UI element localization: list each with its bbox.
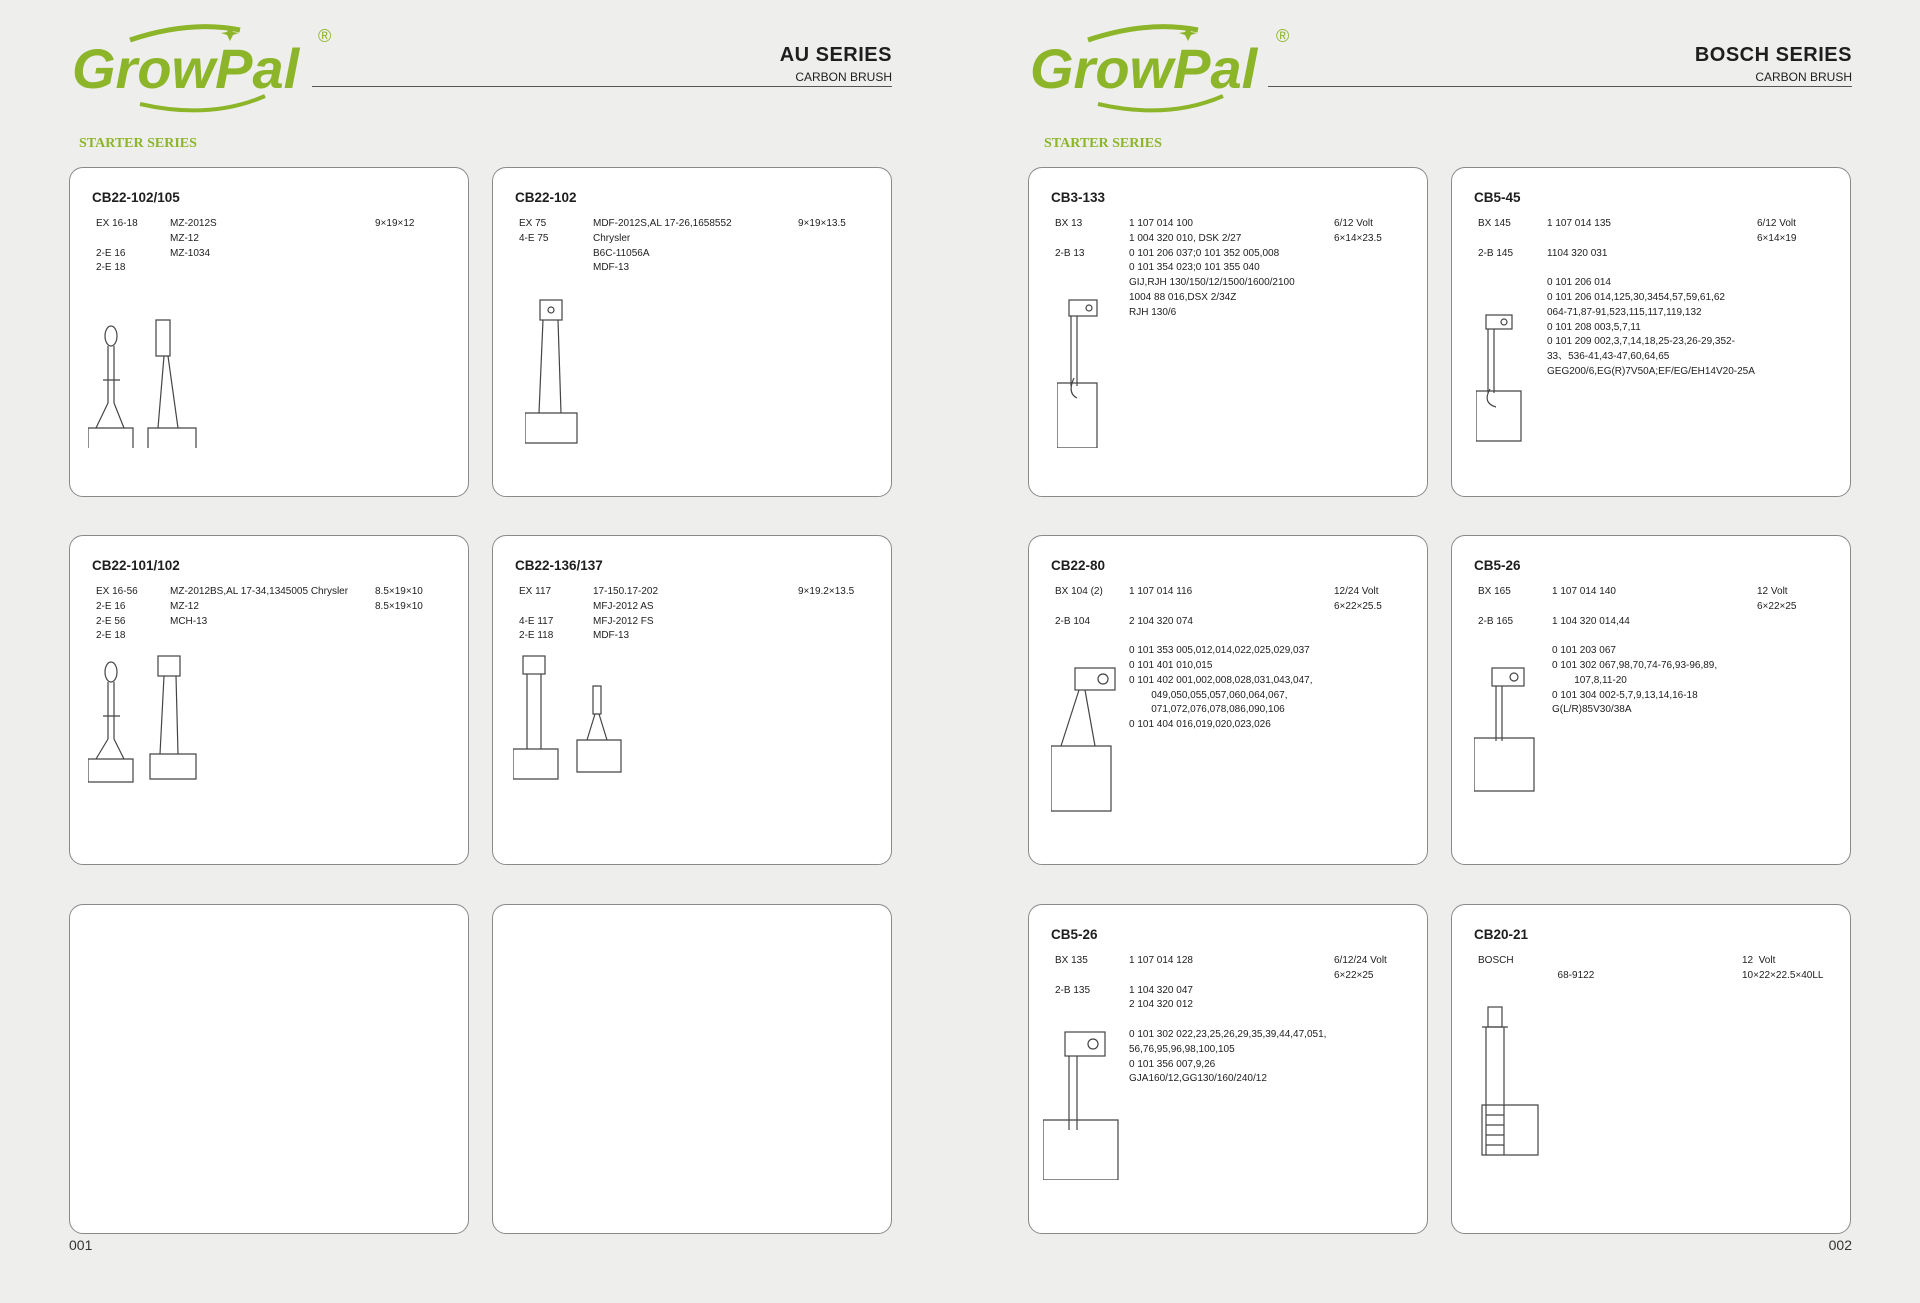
spec-column: 9×19×12 [375,218,415,229]
series-subtitle: CARBON BRUSH [1755,70,1852,84]
product-code: CB22-80 [1051,558,1106,573]
section-label: STARTER SERIES [79,136,197,151]
brush-drawing [88,318,218,448]
brush-drawing [1474,666,1554,816]
series-title: BOSCH SERIES [1694,44,1852,66]
ref-column: EX 117 4-E 117 2-E 118 [519,586,554,642]
product-card-empty [69,904,469,1234]
spec-column: 6/12 Volt 6×14×19 [1757,218,1797,244]
series-title: AU SERIES [779,44,892,66]
oem-column: 68-9122 [1557,969,1595,981]
page-number: 001 [69,1237,93,1253]
brush-drawing [88,654,218,784]
product-code: CB22-101/102 [92,558,180,573]
header-rule [312,86,892,87]
brush-drawing [1468,1005,1558,1175]
ref-column: EX 75 4-E 75 [519,218,549,244]
product-card [1451,535,1851,865]
oem-column: 17-150.17-202 MFJ-2012 AS MFJ-2012 FS MDF-13 [593,586,659,642]
product-code: CB5-45 [1474,190,1521,205]
product-card-empty [492,904,892,1234]
product-code: CB22-102 [515,190,577,205]
registered-mark: ® [1276,26,1290,46]
oem-column: MDF-2012S,AL 17-26,1658552 Chrysler B6C-11056A MDF-13 [593,218,732,274]
ref-column: BX 145 2-B 145 [1478,218,1514,259]
oem-column: 1 107 014 135 1104 320 031 0 101 206 014 0 101 206 014,125,30,3454,57,59,61,62 064-71,87-91,523,115,117,119,132 0 101 208 003,5,7,11 0 101 209 002,3,7,14,18,25-23,26-29,352- 33、536-41,43-47,60,64,65 GEG200/6,EG(R)7V50A;EF/EG/EH14V20-25A [1547,218,1755,377]
spec-column: 6/12 Volt 6×14×23.5 [1334,218,1382,244]
header-rule [1268,86,1852,87]
ref-column: BX 104 (2) 2-B 104 [1055,586,1103,627]
spec-column: 9×19×13.5 [798,218,846,229]
ref-column: EX 16-18 2-E 16 2-E 18 [96,218,138,274]
brush-drawing [1051,666,1141,816]
ref-column: BX 165 2-B 165 [1478,586,1514,627]
product-card [1451,904,1851,1234]
series-subtitle: CARBON BRUSH [795,70,892,84]
section-label: STARTER SERIES [1044,136,1162,151]
spec-column: 8.5×19×10 8.5×19×10 [375,586,423,612]
oem-column: 1 107 014 100 1 004 320 010, DSK 2/27 0 101 206 037;0 101 352 005,008 0 101 354 023;0 101 355 040 GIJ,RJH 130/150/12/1500/1600/2100 1004 88 016,DSX 2/34Z RJH 130/6 [1129,218,1295,318]
spec-column: 9×19.2×13.5 [798,586,855,597]
ref-column: BX 135 2-B 135 [1055,955,1091,996]
product-card [1028,904,1428,1234]
page-number: 002 [1828,1237,1852,1253]
brush-drawing [1057,298,1137,448]
product-code: CB22-102/105 [92,190,180,205]
oem-column: MZ-2012BS,AL 17-34,1345005 Chrysler MZ-12 MCH-13 [170,586,349,627]
registered-mark: ® [318,26,332,46]
ref-column: BX 13 2-B 13 [1055,218,1085,259]
product-card [1028,535,1428,865]
product-code: CB3-133 [1051,190,1106,205]
product-card [1028,167,1428,497]
growpal-logo [70,18,340,118]
brush-drawing [525,298,605,448]
ref-column: BOSCH [1478,955,1514,966]
product-code: CB5-26 [1474,558,1521,573]
brush-drawing [513,654,643,784]
oem-column: MZ-2012S MZ-12 MZ-1034 [170,218,217,259]
ref-column: EX 16-56 2-E 16 2-E 56 2-E 18 [96,586,138,642]
spec-column: 12 Volt 6×22×25 [1757,586,1797,612]
brush-drawing [1476,313,1556,443]
oem-column: 1 107 014 140 1 104 320 014,44 0 101 203 067 0 101 302 067,98,70,74-76,93-96,89, 107,8,11-20 0 101 304 002-5,7,9,13,14,16-18 G(L/R)85V30/38A [1552,586,1718,716]
product-card [492,535,892,865]
brand-name: GrowPal [1030,37,1258,100]
spec-column: 12/24 Volt 6×22×25.5 [1334,586,1382,612]
brand-name: GrowPal [72,37,300,100]
oem-column: 1 107 014 128 1 104 320 047 2 104 320 012 0 101 302 022,23,25,26,29,35,39,44,47,051, 56,76,95,96,98,100,105 0 101 356 007,9,26 GJA160/12,GG130/160/240/12 [1129,955,1327,1085]
product-code: CB5-26 [1051,927,1098,942]
product-card [69,535,469,865]
product-card [492,167,892,497]
product-code: CB20-21 [1474,927,1529,942]
page-right [960,0,1920,1303]
product-card [1451,167,1851,497]
spec-column: 12 Volt 10×22×22.5×40LL [1742,955,1824,981]
product-card [69,167,469,497]
growpal-logo [1028,18,1298,118]
product-code: CB22-136/137 [515,558,603,573]
spec-column: 6/12/24 Volt 6×22×25 [1334,955,1387,981]
oem-column: 1 107 014 116 2 104 320 074 0 101 353 005,012,014,022,025,029,037 0 101 401 010,015 0 101 402 001,002,008,028,031,043,047, 049,050,055,057,060,064,067, 071,072,076,078,086,090,106 0 101 404 016,019,020,023,026 [1129,586,1313,731]
brush-drawing [1043,1030,1133,1180]
